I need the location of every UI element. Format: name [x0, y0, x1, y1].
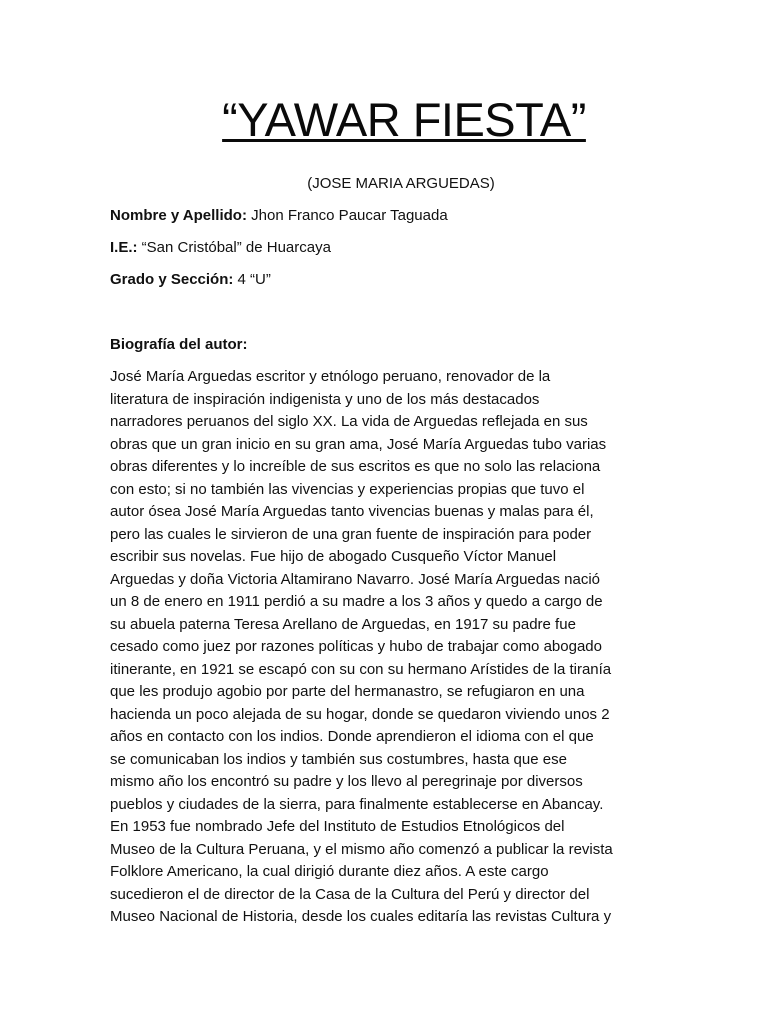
biography-body — [110, 366, 670, 929]
body-line: con esto; si no también las vivencias y experiencias propias que tuvo el — [110, 480, 585, 498]
field-grade-value: 4 “U” — [233, 271, 271, 288]
body-line: se comunicaban los indios y también sus costumbres, hasta que ese — [110, 750, 567, 768]
body-line: pero las cuales le sirvieron de una gran fuente de inspiración para poder — [110, 525, 592, 543]
field-school-label: I.E.: — [110, 239, 138, 256]
body-line: obras que un gran inicio en su gran ama, José María Arguedas tubo varias — [110, 435, 607, 453]
body-line: pueblos y ciudades de la sierra, para finalmente establecerse en Abancay. — [110, 795, 604, 813]
body-line: cesado como juez por razones políticas y hubo de trabajar como abogado — [110, 638, 602, 655]
body-line: que les produjo agobio por parte del hermanastro, se refugiaron en una — [110, 683, 585, 700]
field-school-value: “San Cristóbal” de Huarcaya — [137, 239, 331, 256]
document-subtitle: (JOSE MARIA ARGUEDAS) — [307, 175, 495, 192]
field-name-label: Nombre y Apellido: — [110, 207, 247, 224]
field-school — [110, 238, 331, 258]
body-line: itinerante, en 1921 se escapó con su con su hermano Arístides de la tiranía — [110, 660, 612, 678]
field-grade-label: Grado y Sección: — [110, 271, 234, 288]
body-line: Folklore Americano, la cual dirigió durante diez años. A este cargo — [110, 863, 549, 880]
body-line: sucedieron el de director de la Casa de la Cultura del Perú y director del — [110, 885, 590, 903]
body-line: Arguedas y doña Victoria Altamirano Navarro. José María Arguedas nació — [110, 570, 600, 588]
body-line: mismo año los encontró su padre y los llevo al peregrinaje por diversos — [110, 773, 583, 790]
body-line: escribir sus novelas. Fue hijo de abogado Cusqueño Víctor Manuel — [110, 548, 557, 565]
body-line: un 8 de enero en 1911 perdió a su madre a los 3 años y quedo a cargo de — [110, 593, 603, 610]
body-line: En 1953 fue nombrado Jefe del Instituto de Estudios Etnológicos del — [110, 818, 565, 835]
body-line: su abuela paterna Teresa Arellano de Arguedas, en 1917 su padre fue — [110, 615, 576, 633]
body-line: José María Arguedas escritor y etnólogo peruano, renovador de la — [110, 368, 551, 385]
field-name-value: Jhon Franco Paucar Taguada — [246, 207, 448, 224]
section-heading: Biografía del autor: — [110, 336, 248, 353]
body-line: autor ósea José María Arguedas tanto vivencias buenas y malas para él, — [110, 503, 594, 520]
body-line: literatura de inspiración indigenista y uno de los más destacados — [110, 390, 540, 408]
body-line: narradores peruanos del siglo XX. La vida de Arguedas reflejada en sus — [110, 413, 588, 430]
body-line: años en contacto con los indios. Donde aprendieron el idioma con el que — [110, 728, 594, 745]
field-name — [110, 206, 448, 226]
body-line: Museo Nacional de Historia, desde los cuales editaría las revistas Cultura y — [110, 908, 612, 925]
document-title: “YAWAR FIESTA” — [222, 93, 586, 146]
body-line: obras diferentes y lo increíble de sus escritos es que no solo las relaciona — [110, 458, 601, 475]
field-grade — [110, 270, 271, 290]
body-line: hacienda un poco alejada de su hogar, donde se quedaron viviendo unos 2 — [110, 705, 610, 723]
body-line: Museo de la Cultura Peruana, y el mismo año comenzó a publicar la revista — [110, 840, 613, 858]
title-container — [0, 88, 768, 152]
